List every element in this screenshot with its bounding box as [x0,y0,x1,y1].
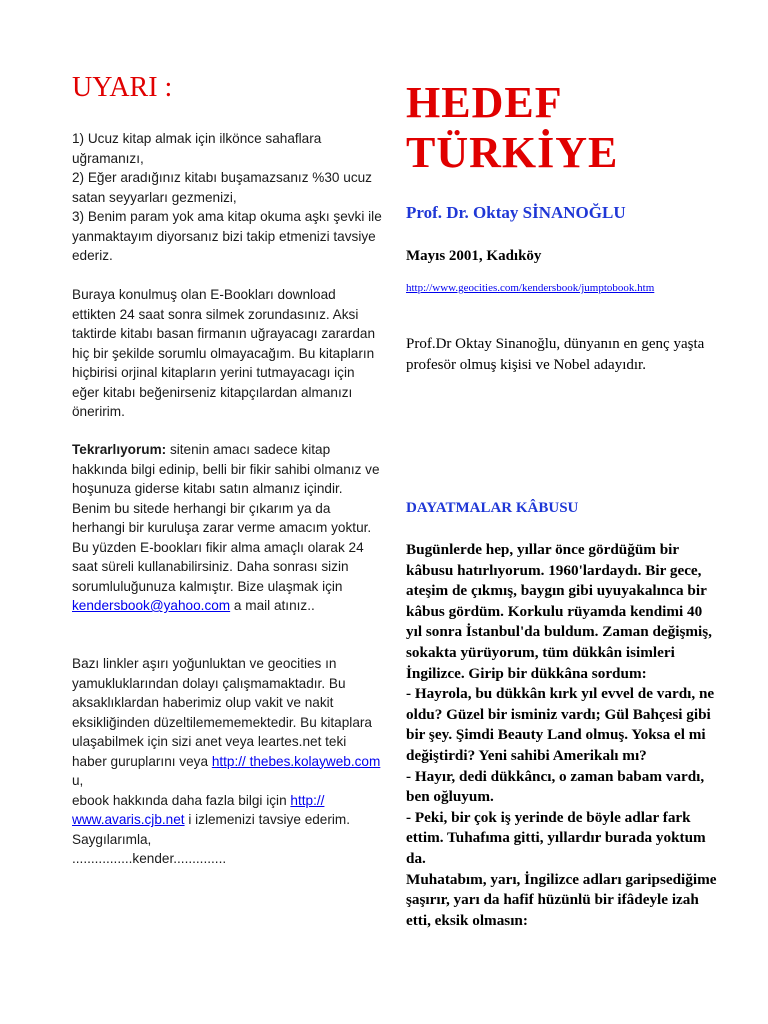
date-place: Mayıs 2001, Kadıköy [406,248,542,264]
page-title [406,78,618,178]
link2-suffix: i izlemenizi tavsiye ederim. Saygılarımla, [72,812,351,847]
download-note: Buraya konulmuş olan E-Bookları download ettikten 24 saat sonra silmek zorundasınız. Aksi taktirde kitabı basan firmanın uğrayacagı zarardan hiç bir şekilde sorumlu olmayacağım. Bu kitapların hiçbirisi orjinal kitapların yerini tutmayacagı için eğer kitabı beğenirseniz kitapçılardan almanızı öneririm. [72,287,376,419]
story-dialog-2: - Hayır, dedi dükkâncı, o zaman babam vardı, ben oğluyum. [406,767,705,806]
warning-item-3: 3) Benim param yok ama kitap okuma aşkı şevki ile yanmaktayım diyorsanız bizi takip etmenizi tavsiye ederiz. [72,209,382,263]
thebes-link[interactable]: http:// thebes.kolayweb.com [211,753,381,769]
author-bio: Prof.Dr Oktay Sinanoğlu, dünyanın en genç yaşta profesör olmuş kişisi ve Nobel adayıdır. [406,336,705,373]
warning-item-2: 2) Eğer aradığınız kitabı buşamazsanız %30 ucuz satan seyyarları gezmenizi, [72,170,372,205]
links-text: Bazı linkler aşırı yoğunluktan ve geocities ın yamukluklarından dolayı çalışmamaktadır. Bu aksaklıklardan haberimiz olup vakit ve nakit eksikliğinden düzeltilemememektedir. Bu kitaplara ulaşabilmek için sizi anet veya leartes.net teki haber guruplarını veya [72,656,372,769]
repeat-notice [72,440,382,616]
ebook-text: ebook hakkında daha fazla bilgi için [72,792,291,808]
warning-item-1: 1) Ucuz kitap almak için ilkönce sahaflara uğramanızı, [72,131,322,166]
warning-list [72,129,382,266]
repeat-text: sitenin amacı sadece kitap hakkında bilgi edinip, belli bir fikir sahibi olmanız ve hoşunuza giderse kitabı satın almanız içindir. Benim bu sitede herhangi bir çıkarım ya da herhangi bir kuruluşa zarar verme amacım yoktur. Bu yüzden E-bookları fikir alma amaçlı olarak 24 saat süreli kullanabilirsiniz. Daha sonrası sizin sorumluluğunuza kalmıştır. Bize ulaşmak için [72,442,380,594]
links-notice [72,654,382,869]
story-intro: Bugünlerde hep, yıllar önce gördüğüm bir kâbusu hatırlıyorum. 1960'lardaydı. Bir gece, ateşim de çıkmış, baygın gibi uyuyakalınca bir kâbus gördüm. Korkulu rüyamda kendimi 40 yıl sonra İstanbul'da buldum. Zaman değişmiş, sokakta yürüyorum, tüm dükkân isimleri İngilizce. Girip bir dükkâna sordum: [406,541,712,682]
title-line-2: TÜRKİYE [406,128,619,177]
author-name: Prof. Dr. Oktay SİNANOĞLU [406,203,626,222]
link1-suffix: u, [72,773,84,788]
story-body [406,540,721,931]
avaris-link[interactable]: http:// www.avaris.cjb.net [72,792,325,827]
section-title: DAYATMALAR KÂBUSU [406,500,579,516]
signature: ................kender.............. [72,851,227,866]
story-dialog-1: - Hayrola, bu dükkân kırk yıl evvel de vardı, ne oldu? Güzel bir isminiz vardı; Gül Bahçesi gibi bir şey. Şimdi Beauty Land olmuş. Yoksa el mi değiştirdi? Yeni sahibi Amerikalı mı? [406,685,715,764]
warning-title: UYARI : [72,72,173,103]
title-line-1: HEDEF [406,78,563,127]
email-suffix: a mail atınız.. [230,598,315,613]
story-dialog-3: - Peki, bir çok iş yerinde de böyle adlar fark ettim. Tuhafıma gitti, yıllardır burada yoktum da. [406,808,706,867]
source-url-link[interactable]: http://www.geocities.com/kendersbook/jumptobook.htm [406,282,655,294]
repeat-label: Tekrarlıyorum: [72,442,167,457]
email-link[interactable]: kendersbook@yahoo.com [72,598,231,613]
story-end: Muhatabım, yarı, İngilizce adları garipsediğime şaşırır, yarı da hafif hüzünlü bir ifâdeyle izah etti, eksik olmasın: [406,870,717,929]
